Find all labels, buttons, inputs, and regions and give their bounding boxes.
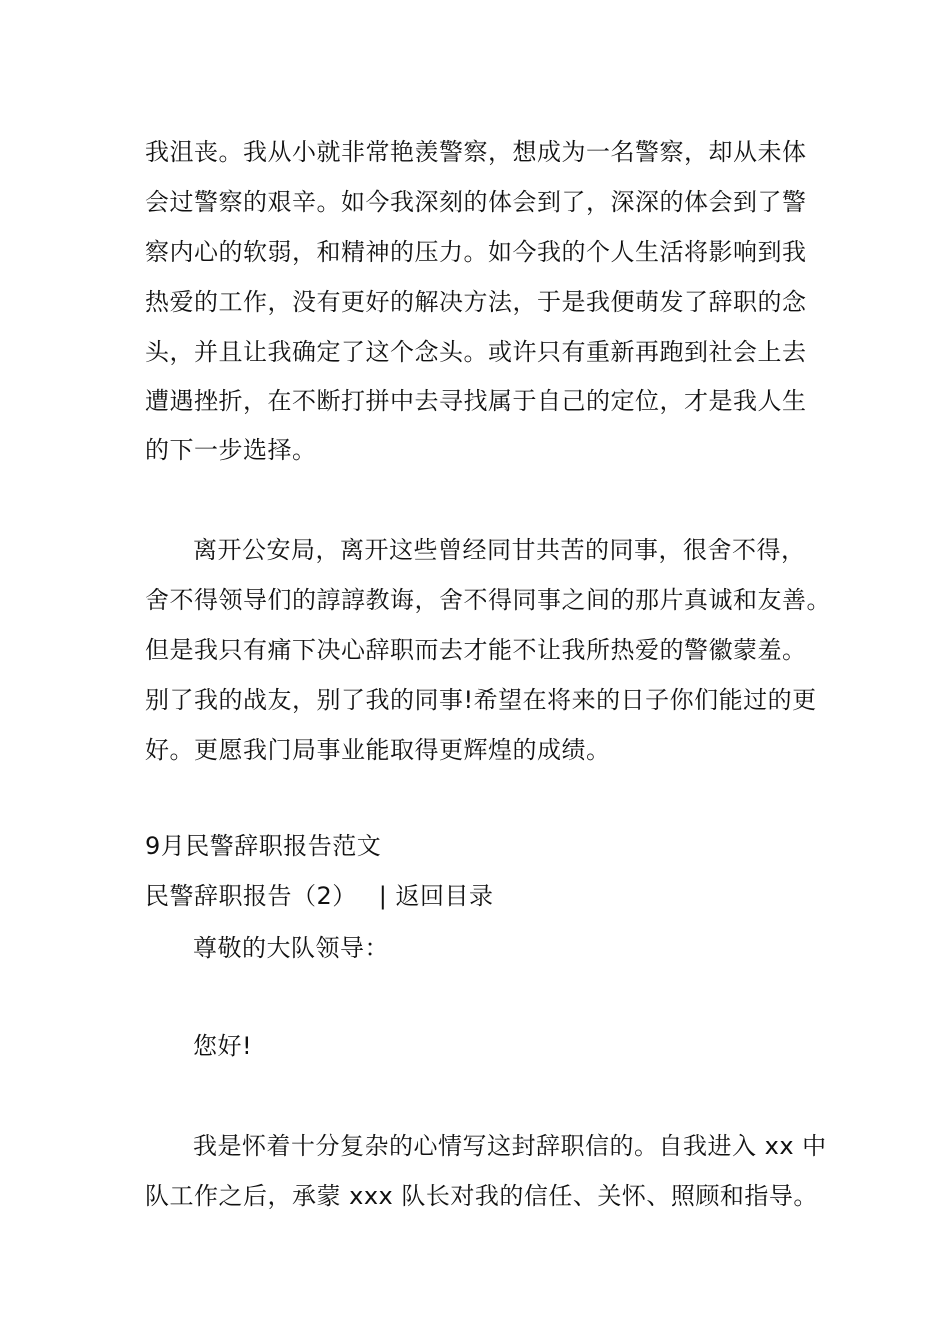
paragraph-2-line: 离开公安局，离开这些曾经同甘共苦的同事，很舍不得， <box>193 536 806 564</box>
section-subtitle-row <box>145 880 494 912</box>
return-to-contents-link[interactable]: | 返回目录 <box>378 882 494 910</box>
section-subtitle: 民警辞职报告（2） <box>145 882 357 910</box>
paragraph-2-line: 舍不得领导们的諄諄教诲，舍不得同事之间的那片真诚和友善。 <box>145 586 831 614</box>
salutation: 尊敬的大队领导： <box>193 934 389 962</box>
paragraph-1-line: 头，并且让我确定了这个念头。或许只有重新再跑到社会上去 <box>145 338 807 366</box>
paragraph-1-line: 察内心的软弱，和精神的压力。如今我的个人生活将影响到我 <box>145 238 807 266</box>
paragraph-2-line: 好。更愿我门局事业能取得更辉煌的成绩。 <box>145 736 611 764</box>
paragraph-1-line: 我沮丧。我从小就非常艳羡警察，想成为一名警察，却从未体 <box>145 138 807 166</box>
paragraph-1-line: 的下一步选择。 <box>145 436 317 464</box>
paragraph-1-line: 热爱的工作，没有更好的解决方法，于是我便萌发了辞职的念 <box>145 288 807 316</box>
paragraph-1-line: 遭遇挫折，在不断打拼中去寻找属于自己的定位，才是我人生 <box>145 387 807 415</box>
paragraph-1-line: 会过警察的艰辛。如今我深刻的体会到了，深深的体会到了警 <box>145 188 807 216</box>
paragraph-2-line: 但是我只有痛下决心辞职而去才能不让我所热爱的警徽蒙羞。 <box>145 636 807 664</box>
paragraph-3-line: 队工作之后，承蒙 xxx 队长对我的信任、关怀、照顾和指导。 <box>145 1182 818 1210</box>
section-title: 9月民警辞职报告范文 <box>145 832 382 860</box>
paragraph-3-line: 我是怀着十分复杂的心情写这封辞职信的。自我进入 xx 中 <box>193 1132 827 1160</box>
greeting: 您好! <box>193 1032 253 1060</box>
paragraph-2-line: 别了我的战友，别了我的同事!希望在将来的日子你们能过的更 <box>145 686 817 714</box>
